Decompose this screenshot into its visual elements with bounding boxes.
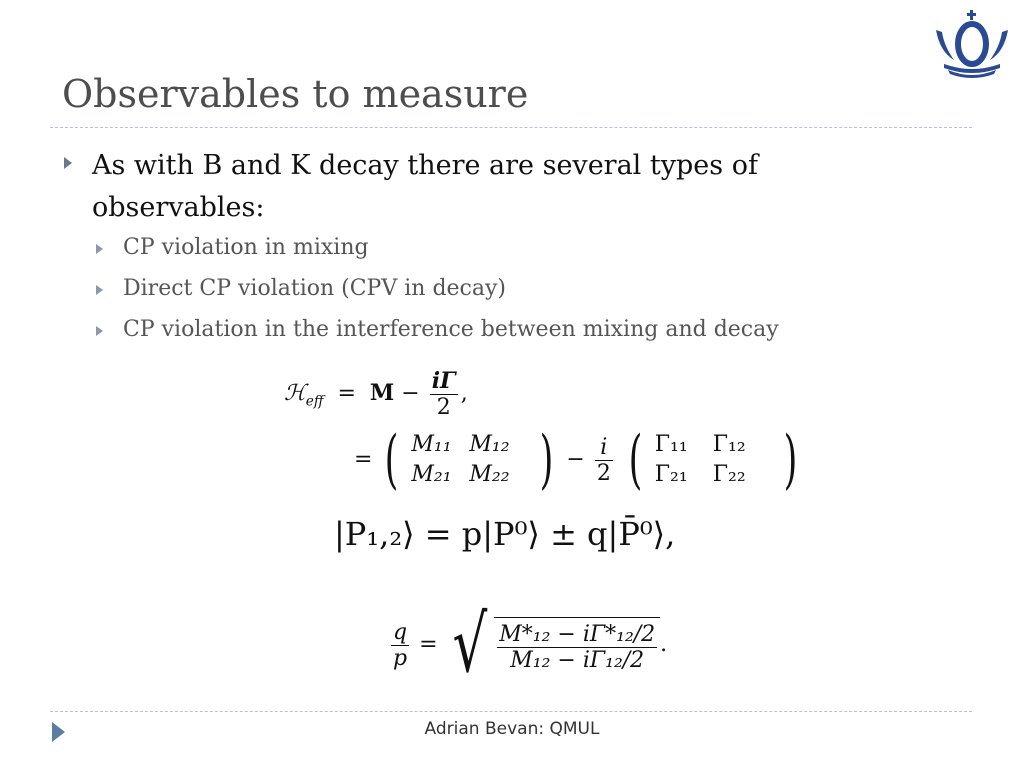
sub-bullet-arrow-icon (96, 326, 103, 336)
square-root (445, 600, 661, 690)
heff-symbol: ℋ (284, 381, 306, 406)
mass-matrix-symbol: M (369, 380, 395, 406)
comma: , (460, 381, 468, 406)
sub-bullet-mixing: CP violation in mixing (123, 235, 369, 260)
right-paren: ) (540, 423, 554, 497)
sqrt-fraction (497, 622, 657, 673)
fraction-denominator: 2 (596, 460, 611, 486)
equals-sign: = (354, 447, 373, 472)
fraction-denominator: M₁₂ − iΓ₁₂/2 (497, 647, 657, 673)
equation-eigenstates: |P₁,₂⟩ = p|P⁰⟩ ± q|P̄⁰⟩, (334, 515, 676, 553)
sub-bullet-direct: Direct CP violation (CPV in decay) (123, 276, 506, 301)
left-paren: ( (385, 423, 399, 497)
fraction-numerator: iΓ (431, 368, 456, 394)
radical-sign: √ (451, 600, 487, 690)
matrix-entry: Γ₂₂ (712, 462, 746, 487)
heff-subscript: eff (305, 393, 324, 410)
matrix-entry: Γ₁₁ (654, 432, 688, 457)
equation-heff (284, 368, 468, 420)
equation-q-over-p (388, 600, 668, 690)
left-paren: ( (628, 423, 643, 497)
sub-bullet-interference: CP violation in the interference between mixing and decay (123, 317, 779, 342)
footer-author: Adrian Bevan: QMUL (424, 719, 600, 739)
fraction-denominator: p (393, 645, 408, 671)
footer-divider (50, 711, 972, 712)
minus-sign: − (566, 447, 585, 472)
slide-title: Observables to measure (62, 72, 529, 116)
equals-sign: = (419, 632, 438, 657)
equation-matrices (354, 423, 803, 497)
qmul-crown-logo-icon (930, 8, 1014, 80)
right-paren: ) (783, 423, 798, 497)
fraction-numerator: q (393, 619, 408, 645)
radicand (494, 617, 660, 673)
gamma-matrix (655, 430, 771, 490)
matrix-entry: M₂₁ (411, 462, 452, 487)
matrix-entry: M₁₂ (469, 432, 510, 457)
mass-matrix (411, 430, 527, 490)
title-divider (50, 127, 972, 128)
fraction-denominator: 2 (430, 394, 458, 420)
matrix-entry: Γ₂₁ (654, 462, 688, 487)
period: . (660, 632, 668, 657)
bullet-arrow-icon (64, 157, 72, 169)
matrix-entry: M₂₂ (469, 462, 510, 487)
main-bullet: As with B and K decay there are several types of observables: (92, 150, 758, 223)
matrix-entry: Γ₁₂ (712, 432, 746, 457)
minus-sign: − (401, 381, 420, 406)
q-over-p-fraction (391, 620, 409, 671)
fraction-numerator: M*₁₂ − iΓ*₁₂/2 (499, 622, 656, 647)
matrix-entry: M₁₁ (411, 432, 452, 457)
sub-bullet-arrow-icon (96, 244, 103, 254)
i-over-2-fraction (595, 435, 613, 486)
sub-bullet-arrow-icon (96, 285, 103, 295)
equals-sign: = (337, 381, 356, 406)
fraction-numerator: i (600, 434, 608, 460)
igamma-fraction (430, 368, 458, 420)
